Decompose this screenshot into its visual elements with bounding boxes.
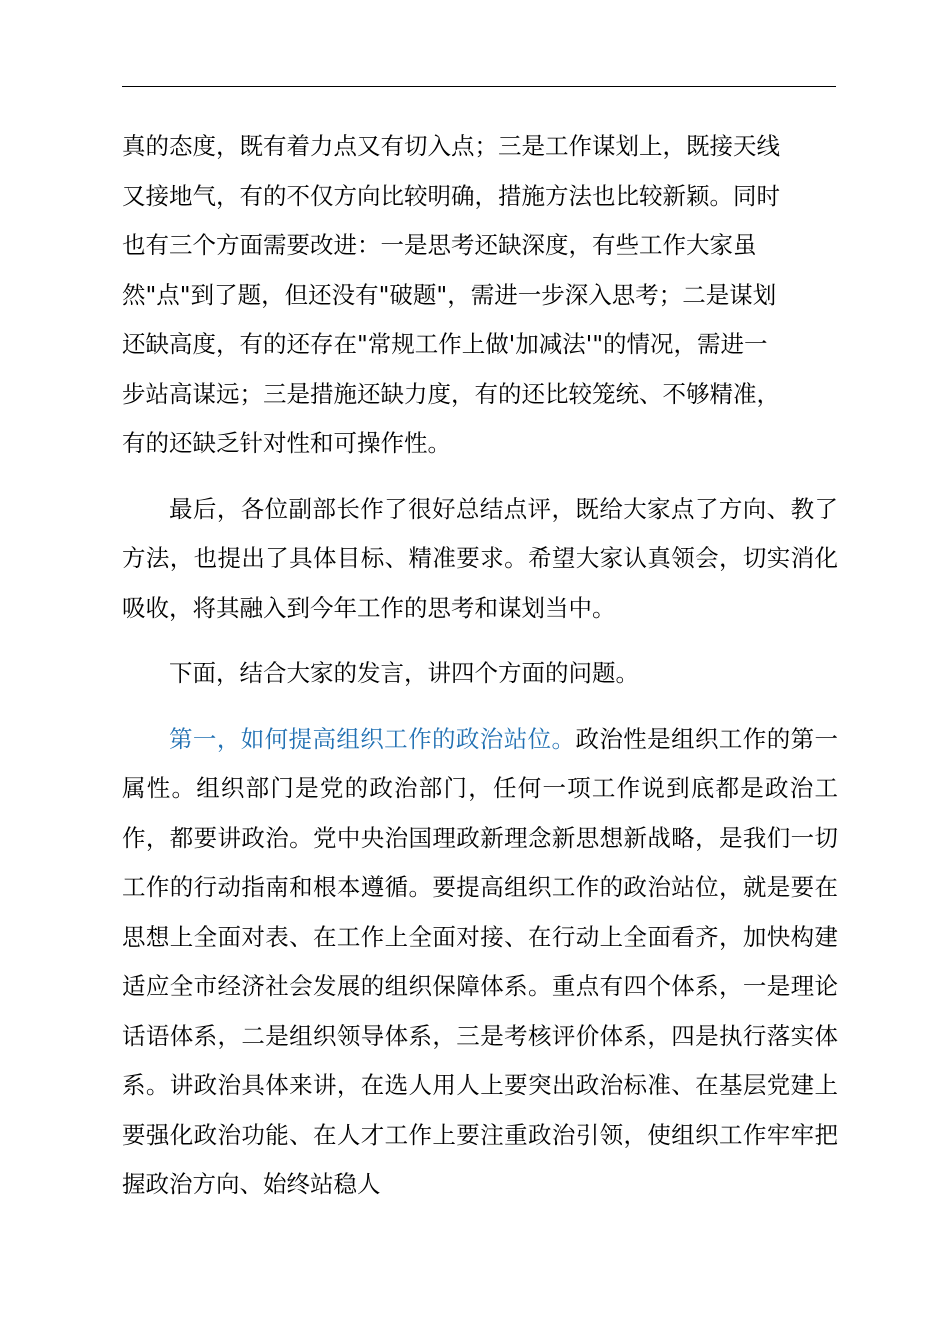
- document-body: [122, 122, 838, 1226]
- paragraph-line: 然"点"到了题，但还没有"破题"，需进一步深入思考；二是谋划: [122, 280, 777, 309]
- section-heading: 第一，如何提高组织工作的政治站位。: [169, 724, 576, 753]
- paragraph-line: 还缺高度，有的还存在"常规工作上做'加减法'"的情况，需进一: [122, 330, 768, 358]
- paragraph-line: 步站高谋远；三是措施还缺力度，有的还比较笼统、不够精准，: [122, 379, 780, 408]
- header-rule: [122, 86, 836, 87]
- paragraph-intro: 下面，结合大家的发言，讲四个方面的问题。: [169, 659, 639, 687]
- paragraph-line: 有的还缺乏针对性和可操作性。: [122, 429, 451, 457]
- section-body: 政治性是组织工作的第一属性。组织部门是党的政治部门，任何一项工作说到底都是政治工作，都要讲政治。党中央治国理政新理念新思想新战略，是我们一切工作的行动指南和根本遵循。要提高组织工作的政治站位，就是要在思想上全面对表、在工作上全面对接、在行动上全面看齐，加快构建适应全市经济社会发展的组织保障体系。重点有四个体系，一是理论话语体系，二是组织领导体系，三是考核评价体系，四是执行落实体系。讲政治具体来讲，在选人用人上要突出政治标准、在基层党建上要强化政治功能、在人才工作上要注重政治引领，使组织工作牢牢把握政治方向、始终站稳人: [122, 724, 839, 1198]
- paragraph-continued: [122, 122, 838, 469]
- paragraph-section-one: [122, 715, 838, 1210]
- paragraph-line: 又接地气，有的不仅方向比较明确，措施方法也比较新颖。同时: [122, 181, 780, 210]
- paragraph-line: 也有三个方面需要改进：一是思考还缺深度，有些工作大家虽: [122, 231, 757, 259]
- paragraph-summary: 最后，各位副部长作了很好总结点评，既给大家点了方向、教了方法，也提出了具体目标、精准要求。希望大家认真领会，切实消化吸收，将其融入到今年工作的思考和谋划当中。: [122, 494, 838, 622]
- paragraph-line: 真的态度，既有着力点又有切入点；三是工作谋划上，既接天线: [122, 132, 780, 160]
